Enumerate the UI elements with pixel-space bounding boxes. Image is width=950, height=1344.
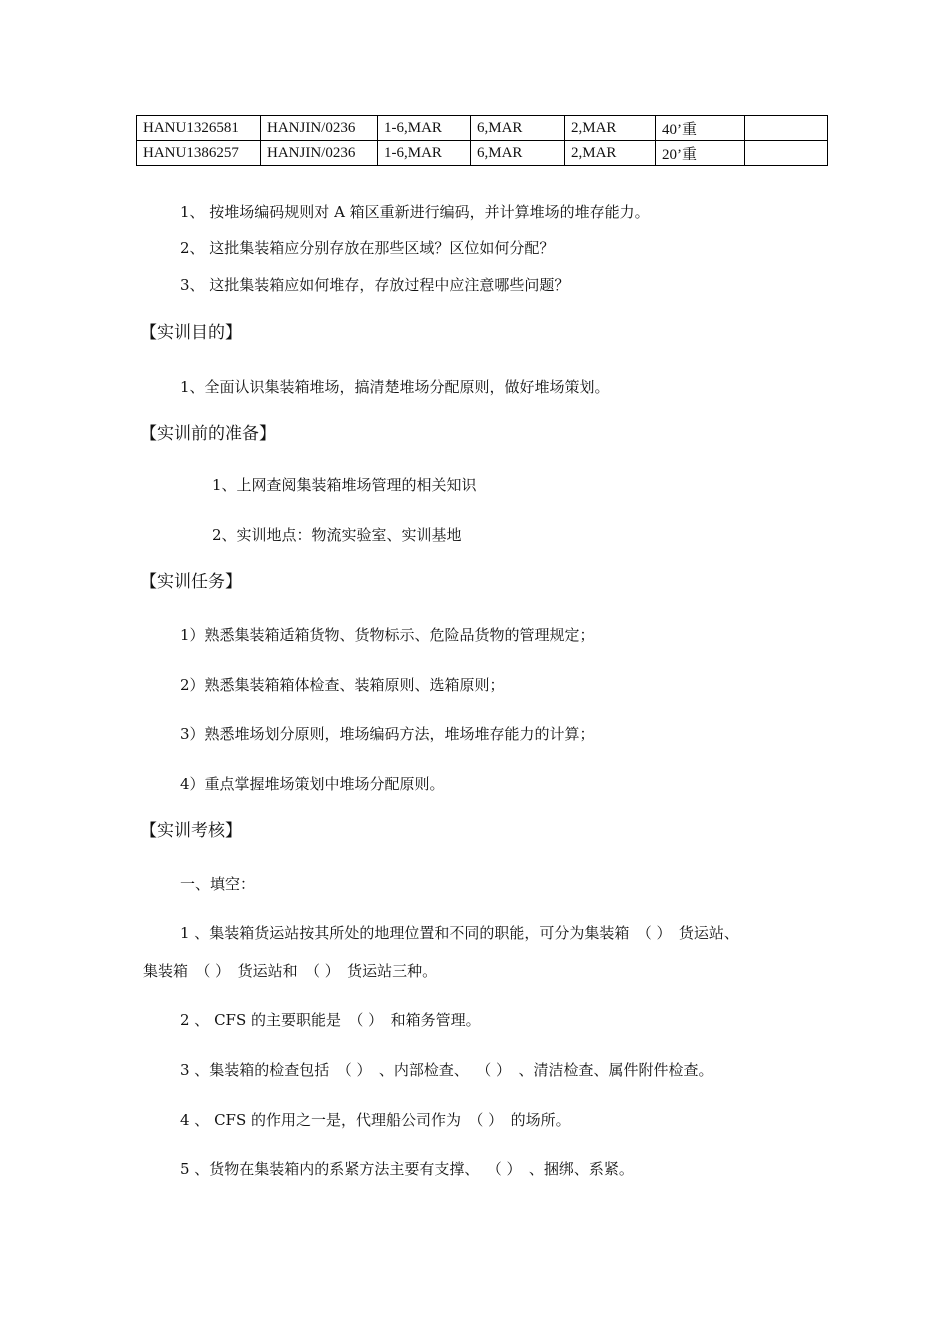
question-3: 3、 这批集装箱应如何堆存，存放过程中应注意哪些问题？ (180, 276, 570, 294)
question-text: 的场所。 (510, 1111, 571, 1129)
size-status-cell: 20’重 (656, 141, 745, 166)
task-item: 3）熟悉堆场划分原则，堆场编码方法，堆场堆存能力的计算； (180, 725, 595, 743)
question-1: 1、 按堆场编码规则对 A 箱区重新进行编码，并计算堆场的堆存能力。 (180, 203, 650, 221)
fill-blank-title: 一、填空： (180, 875, 256, 893)
preparation-item: 2、实训地点：物流实验室、实训基地 (212, 526, 462, 544)
question-text: 、捆绑、系紧。 (528, 1160, 634, 1178)
question-2: 2、 这批集装箱应分别存放在那些区域？区位如何分配？ (180, 239, 555, 257)
empty-cell (745, 141, 828, 166)
date-cell: 2,MAR (565, 141, 656, 166)
date-cell: 6,MAR (471, 116, 565, 141)
answer-blank[interactable]: （ ） (486, 1160, 522, 1178)
vessel-voyage-cell: HANJIN/0236 (261, 116, 378, 141)
table-row (137, 141, 828, 166)
answer-blank[interactable]: （ ） (468, 1111, 504, 1129)
answer-blank[interactable]: （ ） (476, 1061, 512, 1079)
fill-blank-question-3 (180, 1060, 713, 1080)
preparation-heading: 【实训前的准备】 (140, 424, 276, 444)
fill-blank-question-1-cont (143, 961, 437, 981)
assessment-heading: 【实训考核】 (140, 821, 242, 841)
table-row (137, 116, 828, 141)
answer-blank[interactable]: （ ） (304, 962, 340, 980)
container-number-cell: HANU1326581 (137, 116, 261, 141)
objective-heading: 【实训目的】 (140, 323, 242, 343)
fill-blank-question-5 (180, 1159, 634, 1179)
task-item: 4）重点掌握堆场策划中堆场分配原则。 (180, 775, 445, 793)
question-text: 2 、 CFS 的主要职能是 (180, 1011, 342, 1029)
question-text: 1 、集装箱货运站按其所处的地理位置和不同的职能，可分为集装箱 (180, 924, 630, 942)
fill-blank-question-4 (180, 1110, 571, 1130)
question-text: 和箱务管理。 (390, 1011, 481, 1029)
question-text: 集装箱 (143, 962, 189, 980)
question-text: 货运站和 (237, 962, 298, 980)
container-number-cell: HANU1386257 (137, 141, 261, 166)
task-item: 2）熟悉集装箱箱体检查、装箱原则、选箱原则； (180, 676, 505, 694)
question-text: 货运站三种。 (347, 962, 438, 980)
objective-item: 1、全面认识集装箱堆场，搞清楚堆场分配原则，做好堆场策划。 (180, 378, 610, 396)
answer-blank[interactable]: （ ） (348, 1011, 384, 1029)
task-item: 1）熟悉集装箱适箱货物、货物标示、危险品货物的管理规定； (180, 626, 595, 644)
tasks-heading: 【实训任务】 (140, 572, 242, 592)
vessel-voyage-cell: HANJIN/0236 (261, 141, 378, 166)
preparation-item: 1、上网查阅集装箱堆场管理的相关知识 (212, 476, 477, 494)
question-text: 3 、集装箱的检查包括 (180, 1061, 330, 1079)
date-cell: 2,MAR (565, 116, 656, 141)
fill-blank-question-1 (180, 923, 739, 943)
date-range-cell: 1-6,MAR (378, 116, 471, 141)
answer-blank[interactable]: （ ） (195, 962, 231, 980)
question-text: 、清洁检查、属件附件检查。 (518, 1061, 714, 1079)
size-status-cell: 40’重 (656, 116, 745, 141)
fill-blank-question-2 (180, 1010, 481, 1030)
date-range-cell: 1-6,MAR (378, 141, 471, 166)
question-text: 5 、货物在集装箱内的系紧方法主要有支撑、 (180, 1160, 480, 1178)
container-table (136, 115, 828, 166)
question-text: 货运站、 (678, 924, 739, 942)
date-cell: 6,MAR (471, 141, 565, 166)
answer-blank[interactable]: （ ） (336, 1061, 372, 1079)
empty-cell (745, 116, 828, 141)
answer-blank[interactable]: （ ） (636, 924, 672, 942)
question-text: 4 、 CFS 的作用之一是，代理船公司作为 (180, 1111, 462, 1129)
question-text: 、内部检查、 (378, 1061, 469, 1079)
